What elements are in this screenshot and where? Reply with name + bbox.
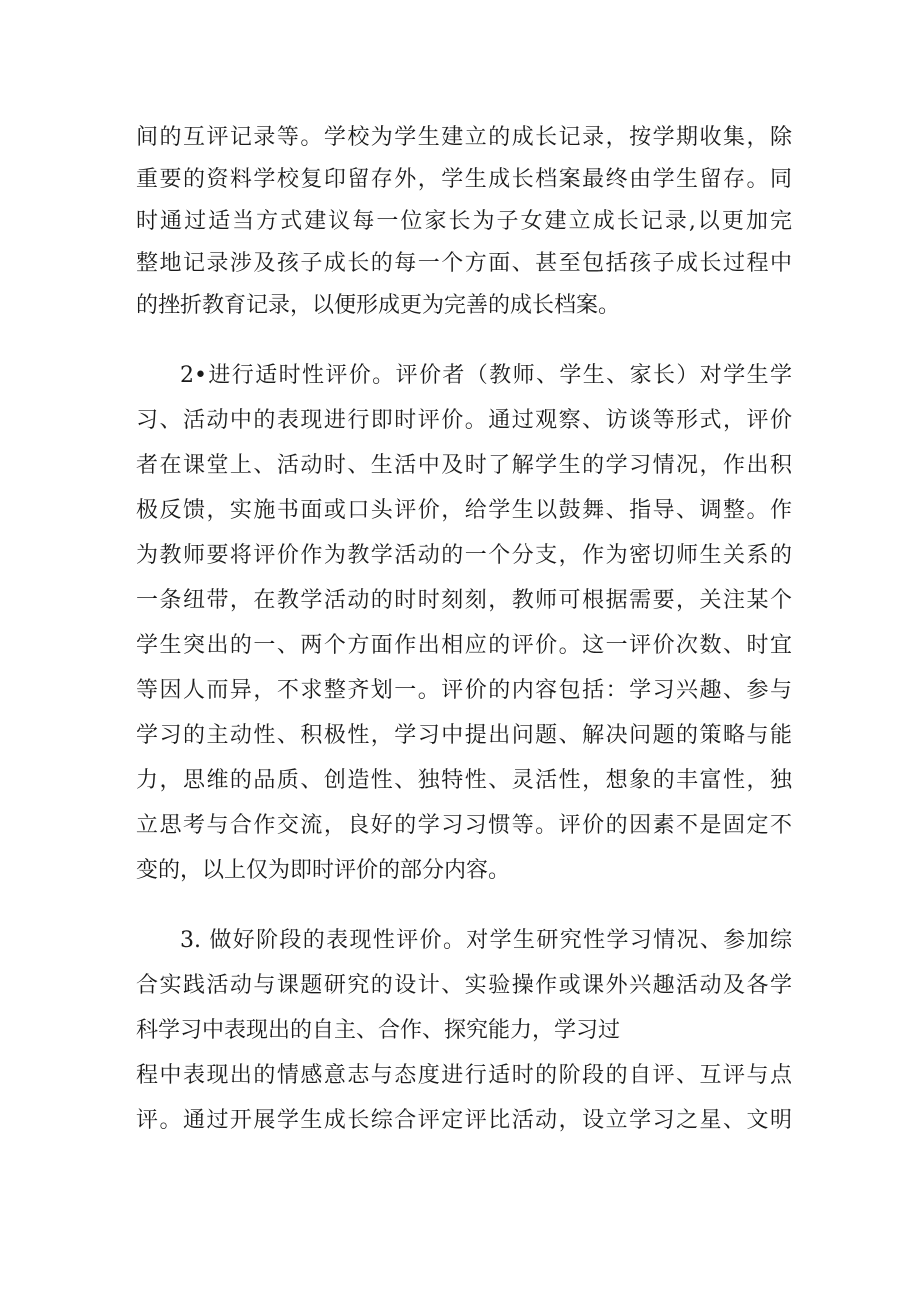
text-line: 3. 做好阶段的表现性评价。对学生研究性学习情况、参加综 <box>180 928 792 953</box>
text-line: 力，思维的品质、创造性、独特性、灵活性，想象的丰富性，独 <box>136 768 792 793</box>
text-line: 时通过适当方式建议每一位家长为子女建立成长记录,以更加完 <box>136 209 792 234</box>
text-line: 重要的资料学校复印留存外，学生成长档案最终由学生留存。同 <box>136 167 792 192</box>
text-line: 间的互评记录等。学校为学生建立的成长记录，按学期收集，除 <box>136 125 792 150</box>
text-line: 整地记录涉及孩子成长的每一个方面、甚至包括孩子成长过程中 <box>136 251 792 276</box>
text-line: 一条纽带，在教学活动的时时刻刻，教师可根据需要，关注某个 <box>136 588 792 613</box>
text-line: 2•进行适时性评价。评价者（教师、学生、家长）对学生学 <box>180 363 792 388</box>
text-line: 为教师要将评价作为教学活动的一个分支，作为密切师生关系的 <box>136 543 792 568</box>
text-line: 学生突出的一、两个方面作出相应的评价。这一评价次数、时宜 <box>136 633 792 658</box>
text-line: 极反馈，实施书面或口头评价，给学生以鼓舞、指导、调整。作 <box>136 498 792 523</box>
text-line: 学习的主动性、积极性，学习中提出问题、解决问题的策略与能 <box>136 723 792 748</box>
text-line: 科学习中表现出的自主、合作、探究能力，学习过 <box>136 1018 621 1043</box>
text-line: 变的，以上仅为即时评价的部分内容。 <box>136 858 511 883</box>
text-line: 的挫折教育记录，以便形成更为完善的成长档案。 <box>136 293 621 318</box>
text-line: 习、活动中的表现进行即时评价。通过观察、访谈等形式，评价 <box>136 408 792 433</box>
text-line: 立思考与合作交流，良好的学习习惯等。评价的因素不是固定不 <box>136 813 792 838</box>
text-line: 等因人而异，不求整齐划一。评价的内容包括：学习兴趣、参与 <box>136 678 792 703</box>
text-line: 者在课堂上、活动时、生活中及时了解学生的学习情况，作出积 <box>136 453 792 478</box>
text-line: 合实践活动与课题研究的设计、实验操作或课外兴趣活动及各学 <box>136 973 792 998</box>
text-line: 评。通过开展学生成长综合评定评比活动，设立学习之星、文明 <box>136 1108 792 1133</box>
text-line: 程中表现出的情感意志与态度进行适时的阶段的自评、互评与点 <box>136 1063 792 1088</box>
